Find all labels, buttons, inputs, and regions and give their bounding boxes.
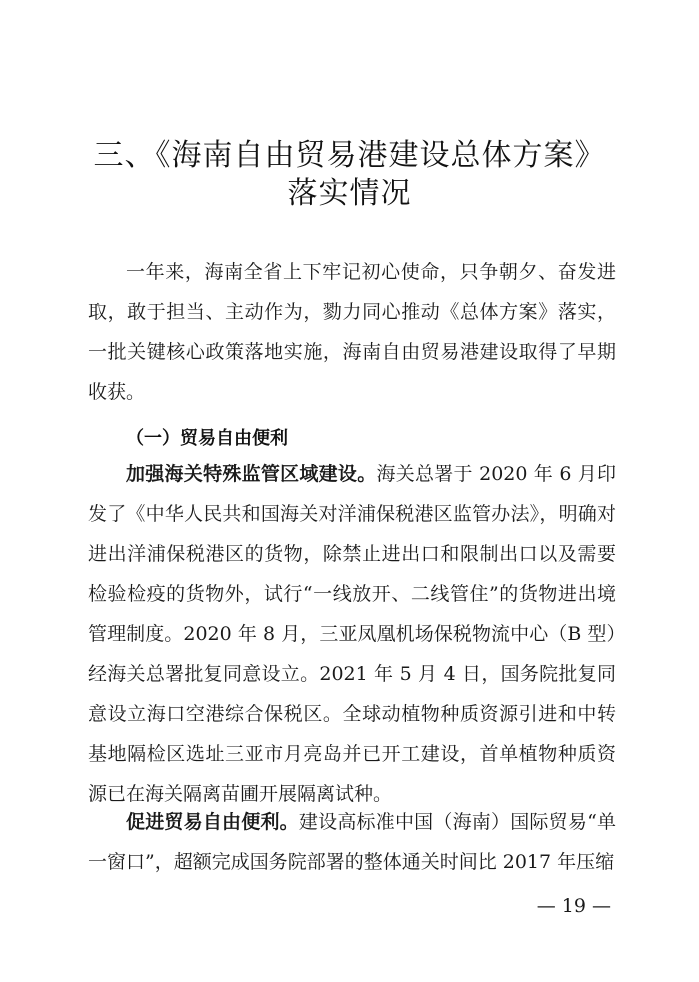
intro-paragraph: 一年来，海南全省上下牢记初心使命，只争朝夕、奋发进取，敢于担当、主动作为，勠力同心推动《总体方案》落实，一批关键核心政策落地实施，海南自由贸易港建设取得了早期收获。: [88, 261, 616, 403]
section-heading: （一）贸易自由便利: [126, 428, 288, 449]
paragraph-lead: 加强海关特殊监管区域建设。: [126, 463, 377, 485]
paragraph-lead: 促进贸易自由便利。: [126, 811, 299, 833]
paragraph-customs-supervision: [88, 454, 616, 814]
paragraph-text: 海关总署于 2020 年 6 月印发了《中华人民共和国海关对洋浦保税港区监管办法》，明确对进出洋浦保税港区的货物，除禁止进出口和限制出口以及需要检验检疫的货物外，试行“一线放开、二线管住”的货物进出境管理制度。2020 年 8 月，三亚凤凰机场保税物流中心（B 型）经海关总署批复同意设立。2021 年 5 月 4 日，国务院批复同意设立海口空港综合保税区。全球动植物种质资源引进和中转基地隔检区选址三亚市月亮岛并已开工建设，首单植物种质资源已在海关隔离苗圃开展隔离试种。: [88, 463, 616, 805]
paragraph-text: 建设高标准中国（海南）国际贸易“单一窗口”，超额完成国务院部署的整体通关时间比 2017 年压缩: [88, 811, 616, 873]
document-title-line1: 三、《海南自由贸易港建设总体方案》: [93, 138, 606, 173]
document-title-line2: 落实情况: [287, 176, 412, 211]
page-number: — 19 —: [536, 895, 611, 917]
paragraph-trade-facilitation: [88, 802, 616, 882]
